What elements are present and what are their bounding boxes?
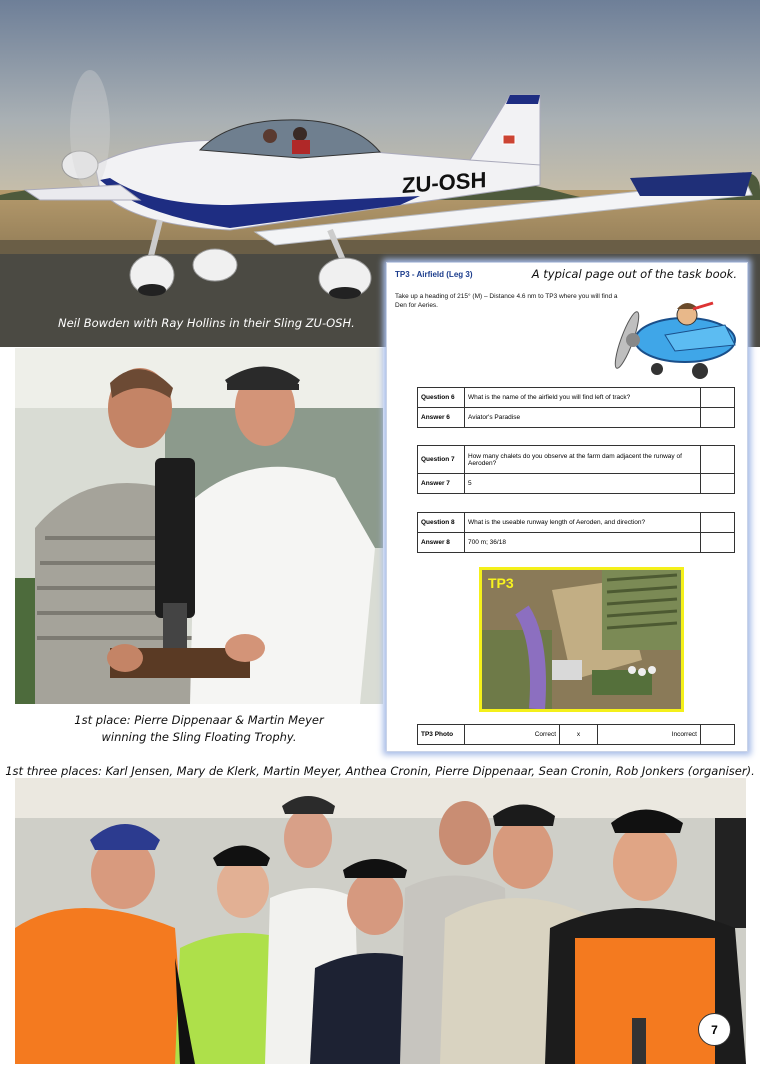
- question-label: Question 8: [418, 513, 465, 533]
- trophy-photo: [15, 348, 383, 704]
- taskbook-instruction: Take up a heading of 215° (M) – Distance 4.6 nm to TP3 where you will find a Den for Aeries.: [395, 293, 618, 309]
- incorrect-label: Incorrect: [598, 725, 701, 745]
- score-cell: [701, 408, 735, 428]
- score-cell: [701, 513, 735, 533]
- correct-mark: x: [560, 725, 598, 745]
- score-cell: [701, 533, 735, 553]
- taskbook-caption: A typical page out of the task book.: [531, 267, 737, 281]
- score-cell: [701, 474, 735, 494]
- answer-label: Answer 7: [418, 474, 465, 494]
- question-table-8: [417, 512, 735, 553]
- tp3-photo-label: TP3: [488, 575, 514, 591]
- question-label: Question 7: [418, 446, 465, 474]
- question-table-7: [417, 445, 735, 494]
- question-text: How many chalets do you observe at the farm dam adjacent the runway of Aeroden?: [465, 446, 701, 474]
- question-text: What is the name of the airfield you will find left of track?: [465, 388, 701, 408]
- answer-text: Aviator's Paradise: [465, 408, 701, 428]
- question-label: Question 6: [418, 388, 465, 408]
- question-table-6: [417, 387, 735, 428]
- score-cell: [701, 725, 735, 745]
- score-cell: [701, 388, 735, 408]
- question-text: What is the useable runway length of Aeroden, and direction?: [465, 513, 701, 533]
- taskbook-title: TP3 - Airfield (Leg 3): [395, 270, 473, 279]
- cartoon-plane-icon: [605, 285, 745, 385]
- aircraft-photo-caption: Neil Bowden with Ray Hollins in their Sling ZU-OSH.: [58, 316, 355, 330]
- group-photo-caption: 1st three places: Karl Jensen, Mary de Klerk, Martin Meyer, Anthea Cronin, Pierre Dippenaar, Sean Cronin, Rob Jonkers (organiser).: [5, 764, 755, 778]
- answer-label: Answer 6: [418, 408, 465, 428]
- photo-label: TP3 Photo: [418, 725, 465, 745]
- correct-label: Correct: [465, 725, 560, 745]
- answer-text: 700 m; 36/18: [465, 533, 701, 553]
- answer-label: Answer 8: [418, 533, 465, 553]
- aircraft-registration: ZU-OSH: [402, 167, 487, 198]
- tp3-photo-score-table: [417, 724, 735, 745]
- trophy-illustration: [15, 348, 383, 704]
- trophy-caption-line2: winning the Sling Floating Trophy.: [101, 730, 297, 744]
- group-illustration: [15, 778, 746, 1064]
- answer-text: 5: [465, 474, 701, 494]
- trophy-caption-line1: 1st place: Pierre Dippenaar & Martin Meyer: [74, 713, 324, 727]
- page-number: 7: [698, 1013, 731, 1046]
- group-photo: [15, 778, 746, 1064]
- trophy-caption: [15, 712, 383, 746]
- tp3-aerial-photo: [479, 567, 684, 712]
- taskbook-page: [386, 262, 748, 752]
- score-cell: [701, 446, 735, 474]
